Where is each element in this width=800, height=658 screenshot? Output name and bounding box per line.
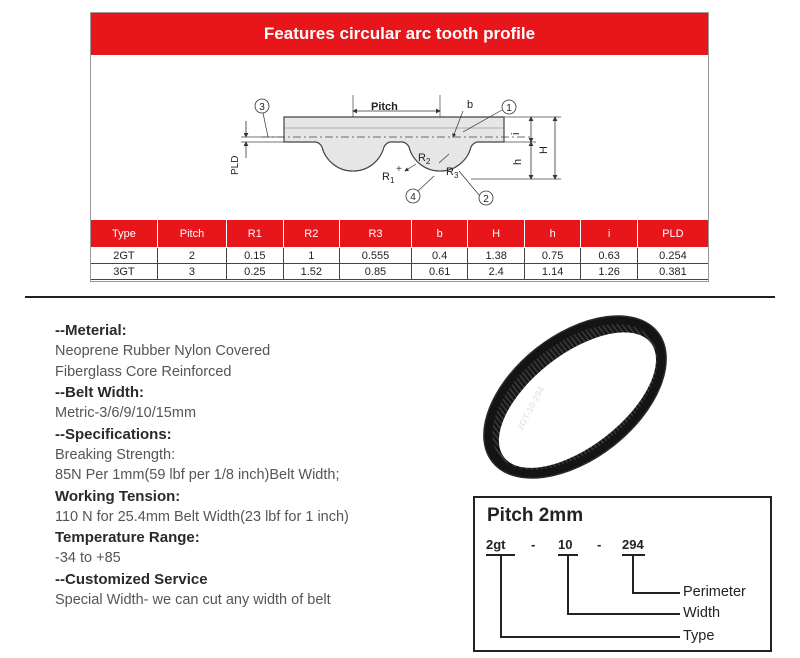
table-cell: 0.555: [340, 248, 412, 264]
table-cell: 1.52: [283, 264, 339, 280]
h-small-label: h: [512, 158, 524, 165]
svg-text:1: 1: [506, 103, 512, 114]
col-header: H: [468, 220, 524, 248]
col-header: h: [524, 220, 580, 248]
product-specs: [55, 320, 435, 610]
specifications-line: Breaking Strength:: [55, 446, 176, 463]
table-cell: 2.4: [468, 264, 524, 280]
width-heading: --Belt Width:: [55, 384, 145, 401]
col-header: Pitch: [157, 220, 226, 248]
code-dash: -: [597, 537, 602, 552]
col-header: i: [581, 220, 637, 248]
specifications-line: 85N Per 1mm(59 lbf per 1/8 inch)Belt Width;: [55, 467, 340, 483]
table-cell: 3: [157, 264, 226, 280]
timing-belt-image: [480, 300, 670, 495]
legend-title: Pitch 2mm: [487, 505, 584, 526]
table-cell: 0.254: [637, 248, 708, 264]
spec-table-header: [91, 220, 708, 248]
table-cell: 1.14: [524, 264, 580, 280]
temperature-value: -34 to +85: [55, 550, 121, 566]
code-type: 2gt: [486, 537, 506, 552]
table-cell: 2: [157, 248, 226, 264]
svg-text:4: 4: [410, 192, 416, 203]
material-heading: --Meterial:: [55, 322, 127, 339]
r1-subscript: 1: [389, 176, 395, 185]
table-cell: 0.85: [340, 264, 412, 280]
width-label: Width: [683, 605, 721, 621]
material-line: Neoprene Rubber Nylon Covered: [55, 343, 271, 359]
table-cell: 0.25: [227, 264, 283, 280]
type-label: Type: [683, 628, 715, 644]
col-header: Type: [91, 220, 157, 248]
pitch-dimension-label: Pitch: [371, 101, 398, 113]
col-header: b: [411, 220, 467, 248]
table-row: [91, 264, 708, 280]
svg-text:R3: [446, 166, 459, 180]
material-line: Fiberglass Core Reinforced: [55, 363, 232, 380]
svg-text:R1: [382, 171, 395, 185]
specifications-heading: --Specifications:: [55, 425, 172, 443]
callout-3: [255, 99, 269, 137]
custom-service-heading: --Customized Service: [55, 570, 208, 588]
tooth-profile-diagram: [91, 55, 708, 230]
tooth-profile-card: [90, 12, 709, 282]
table-cell: 0.61: [411, 264, 467, 280]
table-cell: 0.381: [637, 264, 708, 280]
callout-2: [459, 171, 493, 205]
svg-text:3: 3: [259, 102, 265, 113]
h-large-label: H: [538, 146, 550, 154]
tension-value: 110 N for 25.4mm Belt Width(23 lbf for 1 inch): [55, 508, 349, 525]
svg-text:2: 2: [483, 194, 489, 205]
table-cell: 0.63: [581, 248, 637, 264]
tension-heading: Working Tension:: [55, 487, 181, 505]
r2-subscript: 2: [425, 157, 431, 166]
col-header: R1: [227, 220, 283, 248]
temperature-heading: Temperature Range:: [55, 529, 200, 546]
callout-4: [406, 176, 434, 203]
col-header: R2: [283, 220, 339, 248]
r2-label: R: [418, 152, 426, 164]
width-value: Metric-3/6/9/10/15mm: [55, 405, 197, 421]
table-cell: 1.38: [468, 248, 524, 264]
table-row: [91, 248, 708, 264]
r3-subscript: 3: [453, 171, 459, 180]
r1-label: R: [382, 171, 390, 183]
belt-code-legend: [473, 496, 772, 652]
card-title: Features circular arc tooth profile: [91, 13, 708, 55]
spec-table: [91, 220, 708, 280]
r3-label: R: [446, 166, 454, 178]
code-width: 10: [558, 537, 573, 552]
code-perimeter: 294: [622, 537, 644, 552]
table-cell: 3GT: [91, 264, 157, 280]
table-cell: 0.4: [411, 248, 467, 264]
perimeter-label: Perimeter: [683, 584, 746, 600]
svg-text:+: +: [396, 164, 402, 175]
belt-print-text: 2GT-10-294: [514, 384, 547, 432]
table-cell: 0.75: [524, 248, 580, 264]
col-header: PLD: [637, 220, 708, 248]
custom-service-value: Special Width- we can cut any width of belt: [55, 591, 331, 608]
table-cell: 2GT: [91, 248, 157, 264]
table-cell: 0.15: [227, 248, 283, 264]
legend-connector-lines: [475, 498, 774, 654]
table-cell: 1: [283, 248, 339, 264]
col-header: R3: [340, 220, 412, 248]
b-label: b: [467, 99, 474, 111]
pld-label: PLD: [230, 155, 241, 175]
i-label: i: [510, 132, 522, 135]
table-cell: 1.26: [581, 264, 637, 280]
section-divider: [25, 296, 775, 298]
code-dash: -: [531, 537, 536, 552]
belt-profile-shape: [284, 117, 504, 171]
